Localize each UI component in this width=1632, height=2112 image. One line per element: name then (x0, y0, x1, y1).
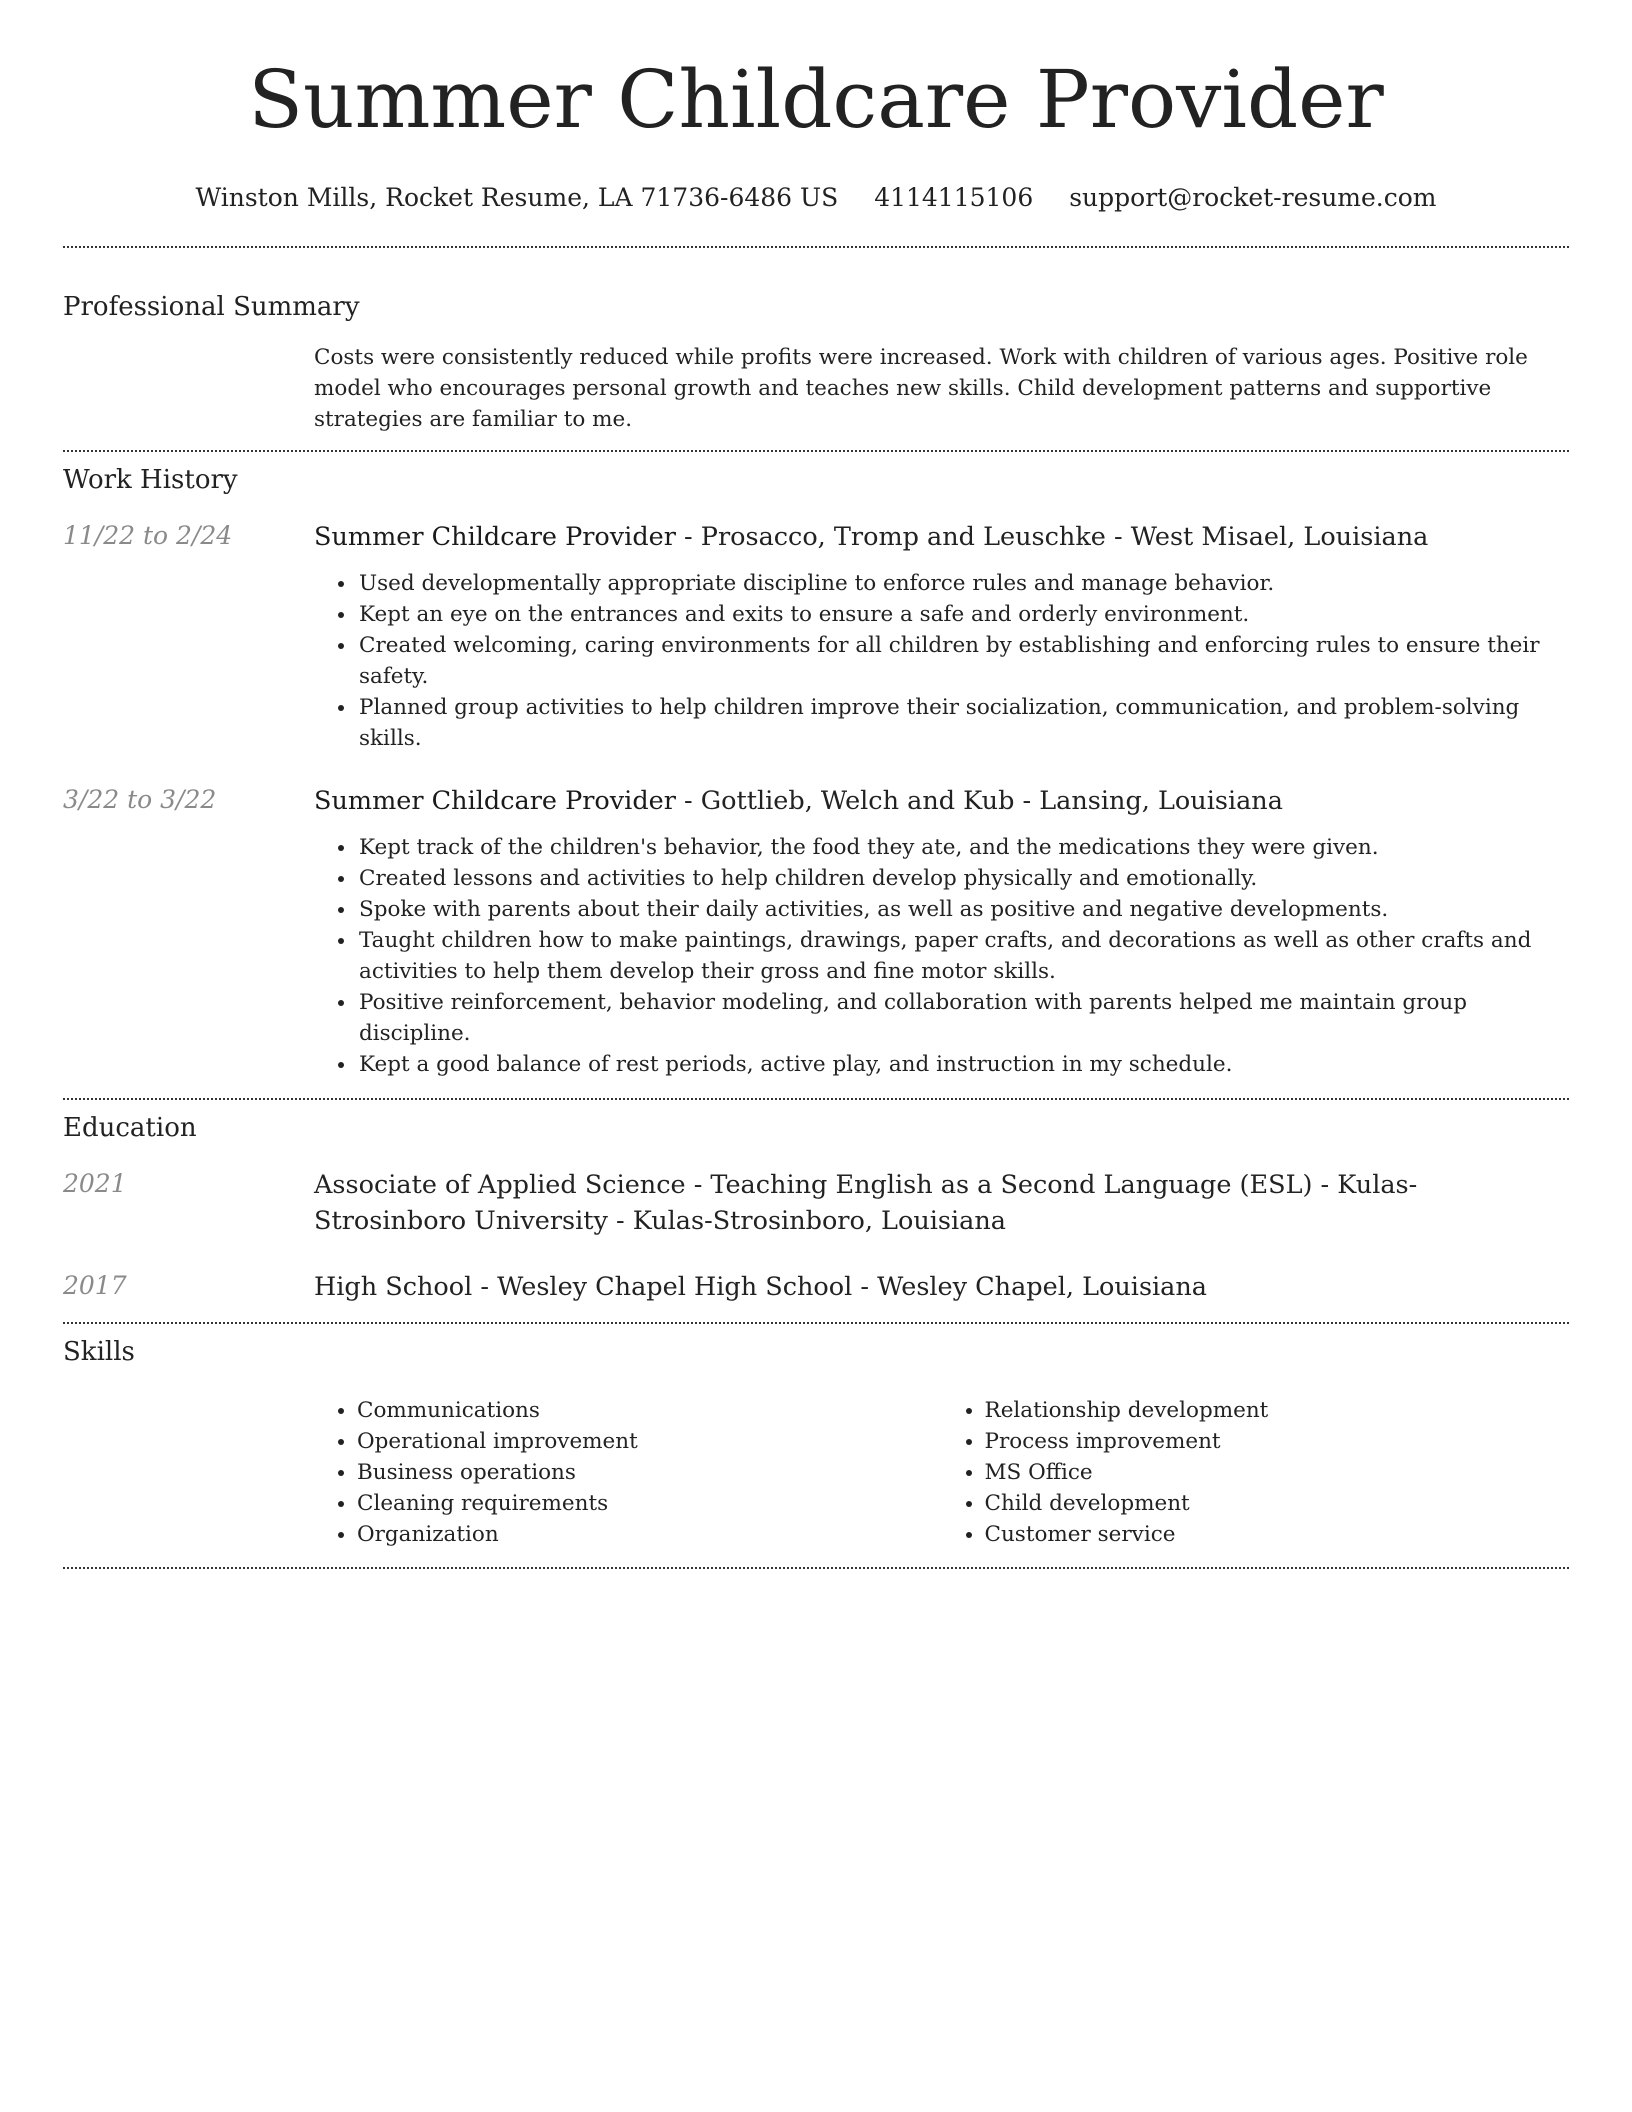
list-item: • Planned group activities to help children improve their socialization, communication, and problem-solving skills. (357, 692, 1569, 754)
education-heading (314, 1167, 1569, 1239)
divider (63, 450, 1569, 452)
job-title: Summer Childcare Provider (314, 522, 676, 552)
job-entry (63, 519, 1569, 754)
job-bullets (357, 832, 1569, 1080)
resume-header (63, 0, 1569, 214)
list-item: • Kept a good balance of rest periods, active play, and instruction in my schedule. (357, 1049, 1569, 1080)
education-school-location: - Kulas-Strosinboro University - Kulas-Strosinboro, Louisiana (314, 1170, 1418, 1236)
divider (63, 1098, 1569, 1100)
skill-item: • Operational improvement (357, 1426, 942, 1457)
education-school-location: - Wesley Chapel High School - Wesley Chapel, Louisiana (472, 1272, 1208, 1302)
education-section (63, 1111, 1569, 1305)
contact-phone: 4114115106 (874, 183, 1034, 212)
skill-item: • Business operations (357, 1457, 942, 1488)
skill-item: • Customer service (985, 1519, 1570, 1550)
education-heading (314, 1269, 1569, 1305)
summary-section (63, 290, 1569, 435)
skill-item: • Child development (985, 1488, 1570, 1519)
contact-email: support@rocket-resume.com (1069, 183, 1437, 212)
divider (63, 1567, 1569, 1569)
education-entry (63, 1167, 1569, 1239)
education-degree: High School (314, 1272, 473, 1302)
job-content (314, 783, 1569, 1080)
job-employer-location: - Gottlieb, Welch and Kub - Lansing, Louisiana (675, 786, 1283, 816)
skill-item: • MS Office (985, 1457, 1570, 1488)
job-employer-location: - Prosacco, Tromp and Leuschke - West Misael, Louisiana (675, 522, 1429, 552)
job-heading (314, 783, 1569, 819)
job-bullets (357, 568, 1569, 754)
job-dates: 11/22 to 2/24 (63, 521, 233, 550)
work-history-section (63, 463, 1569, 1080)
divider (63, 246, 1569, 248)
section-title-education: Education (63, 1113, 197, 1143)
education-year: 2021 (63, 1169, 127, 1198)
list-item: • Spoke with parents about their daily activities, as well as positive and negative developments. (357, 894, 1569, 925)
job-heading (314, 519, 1569, 555)
list-item: • Kept track of the children's behavior, the food they ate, and the medications they were given. (357, 832, 1569, 863)
education-entry (63, 1269, 1569, 1305)
summary-text: Costs were consistently reduced while profits were increased. Work with children of various ages. Positive role model who encourages personal growth and teaches new skills. Child development patterns and supportive strategies are familiar to me. (314, 345, 1528, 432)
section-title-summary: Professional Summary (63, 292, 360, 322)
list-item: • Positive reinforcement, behavior modeling, and collaboration with parents helped me maintain group discipline. (357, 987, 1569, 1049)
education-year: 2017 (63, 1271, 127, 1300)
list-item: • Created lessons and activities to help children develop physically and emotionally. (357, 863, 1569, 894)
section-title-work-history: Work History (63, 465, 238, 495)
skills-columns (314, 1395, 1569, 1550)
skill-item: • Communications (357, 1395, 942, 1426)
contact-line (63, 182, 1569, 214)
list-item: • Taught children how to make paintings, drawings, paper crafts, and decorations as well as other crafts and activities to help them develop their gross and fine motor skills. (357, 925, 1569, 987)
skill-item: • Organization (357, 1519, 942, 1550)
skill-item: • Relationship development (985, 1395, 1570, 1426)
skill-item: • Process improvement (985, 1426, 1570, 1457)
skills-list-left (357, 1395, 942, 1550)
job-title: Summer Childcare Provider (314, 786, 676, 816)
job-content (314, 519, 1569, 754)
section-title-skills: Skills (63, 1337, 135, 1367)
skills-section (63, 1335, 1569, 1550)
list-item: • Used developmentally appropriate discipline to enforce rules and manage behavior. (357, 568, 1569, 599)
skill-item: • Cleaning requirements (357, 1488, 942, 1519)
divider (63, 1322, 1569, 1324)
candidate-name: Summer Childcare Provider (248, 53, 1384, 146)
skills-list-right (985, 1395, 1570, 1550)
education-degree: Associate of Applied Science - Teaching English as a Second Language (ESL) (314, 1170, 1313, 1200)
job-dates: 3/22 to 3/22 (63, 785, 217, 814)
contact-address: Winston Mills, Rocket Resume, LA 71736-6486 US (195, 183, 839, 212)
list-item: • Created welcoming, caring environments for all children by establishing and enforcing rules to ensure their safety. (357, 630, 1569, 692)
job-entry (63, 783, 1569, 1080)
list-item: • Kept an eye on the entrances and exits to ensure a safe and orderly environment. (357, 599, 1569, 630)
